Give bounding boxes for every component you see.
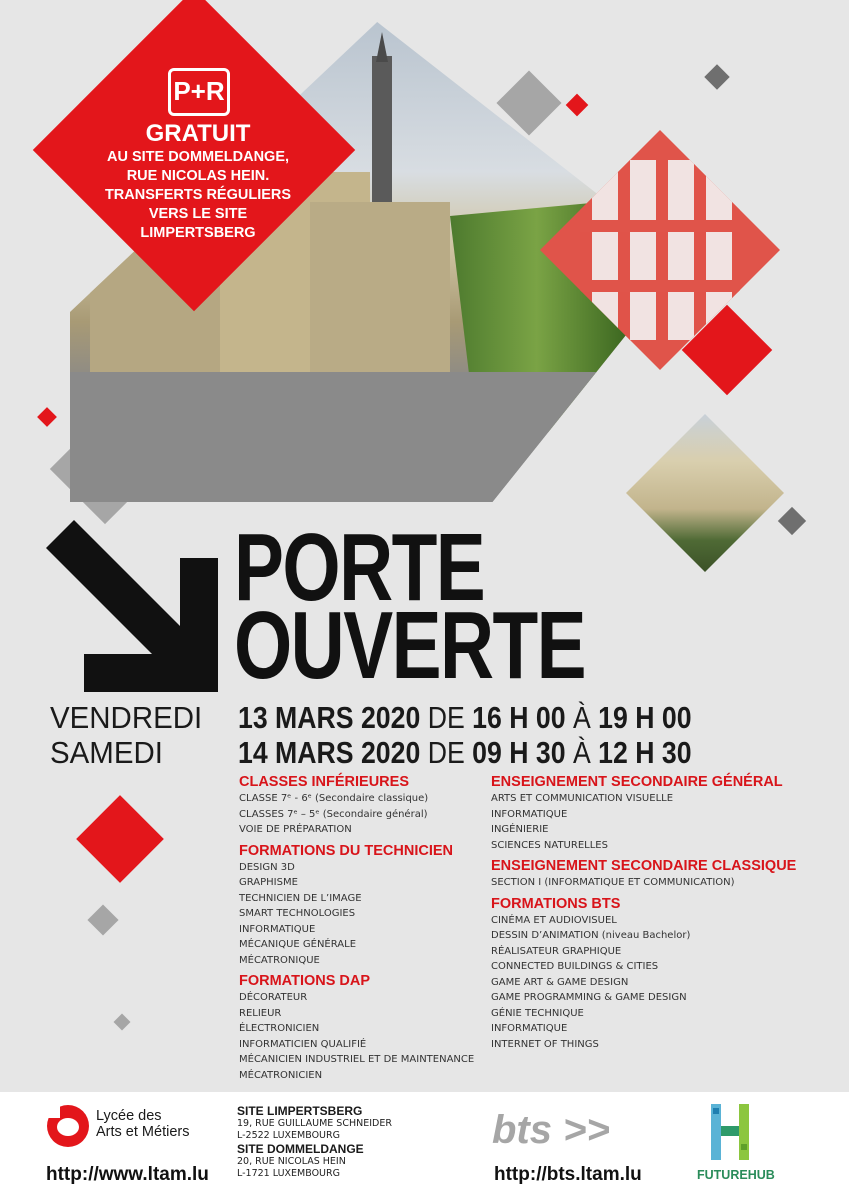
promo-line: LIMPERTSBERG [140, 225, 256, 241]
date-value: 14 MARS 2020 [238, 735, 421, 770]
list-item: CONNECTED BUILDINGS & CITIES [491, 961, 659, 972]
list-item: DÉCORATEUR [239, 992, 308, 1003]
list-item: INFORMATICIEN QUALIFIÉ [239, 1038, 367, 1050]
day-name: SAMEDI [50, 735, 163, 770]
start-time: 09 H 30 [472, 735, 566, 770]
bts-website-link[interactable]: http://bts.ltam.lu [494, 1164, 642, 1185]
decor-diamond [76, 795, 164, 883]
list-item: GRAPHISME [239, 877, 298, 888]
list-item: TECHNICIEN DE L’IMAGE [239, 892, 362, 904]
date-row [50, 737, 830, 771]
bts-logo: bts >> [492, 1108, 610, 1152]
footer [0, 1092, 849, 1200]
list-item: RÉALISATEUR GRAPHIQUE [491, 945, 622, 957]
site-address-line: 20, RUE NICOLAS HEIN [237, 1156, 346, 1167]
list-item: INTERNET OF THINGS [491, 1038, 599, 1050]
list-item: CINÉMA ET AUDIOVISUEL [491, 914, 617, 926]
promo-headline: GRATUIT [145, 120, 251, 147]
site-addresses [237, 1104, 392, 1180]
list-item: RELIEUR [239, 1007, 282, 1019]
list-item: INGÉNIERIE [491, 824, 549, 835]
site-address-line: 19, RUE GUILLAUME SCHNEIDER [237, 1118, 392, 1129]
list-item: SCIENCES NATURELLES [491, 839, 608, 851]
section-heading: FORMATIONS DAP [239, 973, 371, 989]
list-item: VOIE DE PRÉPARATION [239, 824, 352, 835]
promo-line: RUE NICOLAS HEIN. [126, 168, 270, 184]
decor-diamond [37, 407, 57, 427]
section-heading: ENSEIGNEMENT SECONDAIRE GÉNÉRAL [491, 774, 783, 790]
list-item: INFORMATIQUE [491, 1023, 568, 1034]
start-time: 16 H 00 [472, 700, 566, 735]
from-word: DE [427, 700, 465, 735]
list-item: GÉNIE TECHNIQUE [491, 1007, 584, 1019]
decor-diamond [778, 507, 806, 535]
date-value: 13 MARS 2020 [238, 700, 421, 735]
promo-line: AU SITE DOMMELDANGE, [106, 149, 290, 165]
site-address-line: L-2522 LUXEMBOURG [237, 1130, 340, 1141]
site-address-line: L-1721 LUXEMBOURG [237, 1168, 340, 1179]
decor-diamond [566, 94, 589, 117]
section-heading: FORMATIONS BTS [491, 895, 621, 912]
left-programme-column [239, 774, 489, 1083]
list-item: INFORMATIQUE [491, 808, 568, 820]
end-time: 12 H 30 [598, 735, 692, 770]
ltam-logo-line: Lycée des [96, 1108, 162, 1124]
ltam-logo-icon [46, 1104, 90, 1148]
section-heading: FORMATIONS DU TECHNICIEN [239, 842, 454, 859]
futurehub-label: FUTUREHUB [697, 1168, 775, 1182]
to-word: À [572, 700, 591, 735]
list-item: GAME PROGRAMMING & GAME DESIGN [491, 992, 687, 1003]
list-item: CLASSE 7ᵉ - 6ᵉ (Secondaire classique) [239, 793, 429, 804]
decor-diamond [114, 1014, 131, 1031]
title-line-ouverte: OUVERTE [234, 592, 586, 699]
section-heading: ENSEIGNEMENT SECONDAIRE CLASSIQUE [491, 858, 797, 874]
date-row [50, 702, 830, 736]
list-item: ÉLECTRONICIEN [239, 1023, 320, 1034]
list-item: INFORMATIQUE [239, 923, 316, 935]
list-item: SECTION I (INFORMATIQUE ET COMMUNICATION) [491, 877, 735, 888]
promo-line: VERS LE SITE [148, 206, 248, 222]
title-line-porte: PORTE [234, 514, 485, 621]
futurehub-logo-icon [711, 1104, 749, 1160]
end-time: 19 H 00 [598, 700, 692, 735]
to-word: À [572, 735, 591, 770]
arrow-down-right-icon [46, 520, 228, 692]
decor-diamond [87, 904, 118, 935]
ltam-logo-text [96, 1108, 189, 1140]
list-item: MÉCANICIEN INDUSTRIEL ET DE MAINTENANCE [239, 1054, 475, 1065]
list-item: ARTS ET COMMUNICATION VISUELLE [491, 793, 674, 804]
site-name: SITE DOMMELDANGE [237, 1142, 364, 1156]
date-text [238, 737, 692, 769]
decor-diamond [704, 64, 729, 89]
list-item: CLASSES 7ᵉ – 5ᵉ (Secondaire général) [239, 808, 428, 820]
ltam-website-link[interactable]: http://www.ltam.lu [46, 1164, 209, 1185]
park-and-ride-badge: P+R [168, 68, 230, 116]
date-text [238, 702, 692, 734]
garden-photo [626, 414, 784, 572]
list-item: DESSIN D’ANIMATION (niveau Bachelor) [491, 930, 691, 941]
from-word: DE [427, 735, 465, 770]
list-item: MÉCATRONICIEN [239, 1069, 323, 1081]
site-name: SITE LIMPERTSBERG [237, 1104, 363, 1118]
list-item: MÉCATRONIQUE [239, 954, 320, 966]
promo-line: TRANSFERTS RÉGULIERS [104, 187, 292, 203]
section-heading: CLASSES INFÉRIEURES [239, 774, 409, 790]
day-name: VENDREDI [50, 700, 203, 735]
list-item: DESIGN 3D [239, 861, 295, 873]
list-item: SMART TECHNOLOGIES [239, 908, 356, 919]
promo-text [78, 120, 318, 243]
ltam-logo-line: Arts et Métiers [96, 1124, 190, 1140]
right-programme-column [491, 774, 821, 1052]
list-item: MÉCANIQUE GÉNÉRALE [239, 939, 357, 950]
list-item: GAME ART & GAME DESIGN [491, 976, 629, 988]
